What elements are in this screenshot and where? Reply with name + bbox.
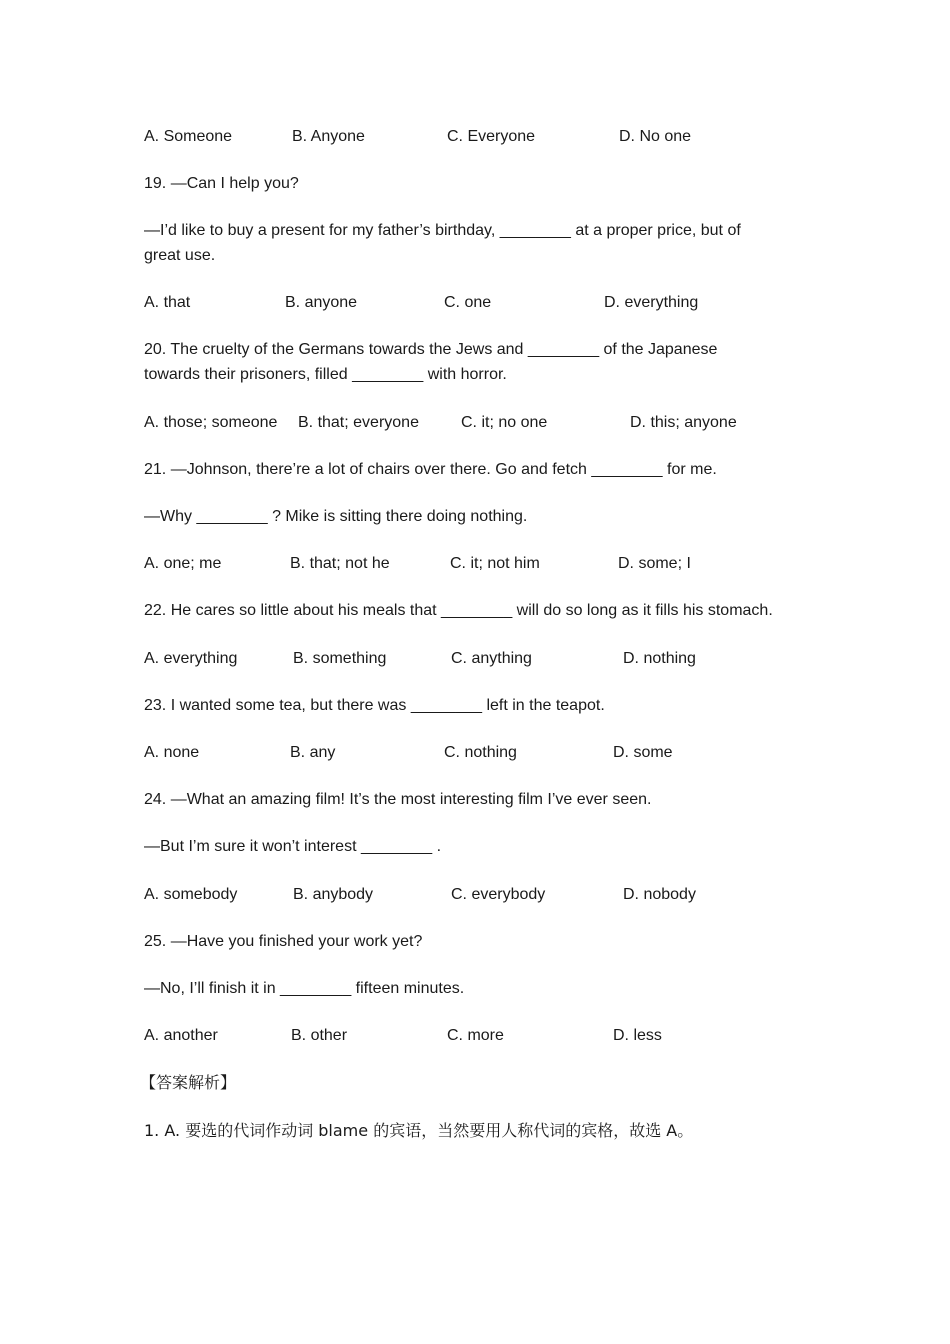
- q20-option-a: A. those; someone: [144, 414, 278, 431]
- q20-option-d: D. this; anyone: [630, 414, 737, 431]
- q20-option-b: B. that; everyone: [298, 414, 419, 431]
- q24-line-1: 24. —What an amazing film! It’s the most interesting film I’ve ever seen.: [144, 791, 652, 808]
- q22-line-1: 22. He cares so little about his meals that ________ will do so long as it fills his stomach.: [144, 602, 773, 619]
- q23-option-b: B. any: [290, 744, 336, 761]
- q24-option-b: B. anybody: [293, 886, 374, 903]
- q18-option-c: C. Everyone: [447, 128, 536, 145]
- q19-option-b: B. anyone: [285, 294, 358, 311]
- q24-option-d: D. nobody: [623, 886, 696, 903]
- q25-line-2: —No, I’ll finish it in ________ fifteen minutes.: [144, 980, 465, 997]
- q19-line-1: 19. —Can I help you?: [144, 175, 299, 192]
- q18-option-b: B. Anyone: [292, 128, 365, 145]
- q23-option-a: A. none: [144, 744, 200, 761]
- q24-line-2: —But I’m sure it won’t interest ________ .: [144, 838, 442, 855]
- answer-1: 1. A. 要选的代词作动词 blame 的宾语，当然要用人称代词的宾格，故选 A。: [144, 1121, 694, 1140]
- q24-option-c: C. everybody: [451, 886, 546, 903]
- q20-line-2: towards their prisoners, filled ________ with horror.: [144, 366, 507, 383]
- q21-line-1: 21. —Johnson, there’re a lot of chairs over there. Go and fetch ________ for me.: [144, 461, 717, 478]
- q23-line-1: 23. I wanted some tea, but there was ________ left in the teapot.: [144, 697, 605, 714]
- q19-option-d: D. everything: [604, 294, 699, 311]
- q21-line-2: —Why ________ ? Mike is sitting there doing nothing.: [144, 508, 528, 525]
- q19-option-a: A. that: [144, 294, 191, 311]
- q22-option-b: B. something: [293, 650, 387, 667]
- q25-option-d: D. less: [613, 1027, 662, 1044]
- q21-option-c: C. it; not him: [450, 555, 540, 572]
- q18-option-d: D. No one: [619, 128, 692, 145]
- q25-option-b: B. other: [291, 1027, 348, 1044]
- q18-option-a: A. Someone: [144, 128, 233, 145]
- q23-option-d: D. some: [613, 744, 673, 761]
- q20-line-1: 20. The cruelty of the Germans towards the Jews and ________ of the Japanese: [144, 341, 718, 358]
- q23-option-c: C. nothing: [444, 744, 517, 761]
- q19-option-c: C. one: [444, 294, 492, 311]
- q20-option-c: C. it; no one: [461, 414, 548, 431]
- q21-option-b: B. that; not he: [290, 555, 390, 572]
- q25-option-c: C. more: [447, 1027, 504, 1044]
- q24-option-a: A. somebody: [144, 886, 238, 903]
- answer-heading: 【答案解析】: [140, 1073, 237, 1092]
- q25-line-1: 25. —Have you finished your work yet?: [144, 933, 423, 950]
- q25-option-a: A. another: [144, 1027, 218, 1044]
- q19-line-2: —I’d like to buy a present for my father’s birthday, ________ at a proper price, but of: [144, 222, 741, 239]
- q22-option-a: A. everything: [144, 650, 238, 667]
- q22-option-d: D. nothing: [623, 650, 696, 667]
- q21-option-a: A. one; me: [144, 555, 222, 572]
- q19-line-3: great use.: [144, 247, 216, 264]
- q22-option-c: C. anything: [451, 650, 532, 667]
- q21-option-d: D. some; I: [618, 555, 691, 572]
